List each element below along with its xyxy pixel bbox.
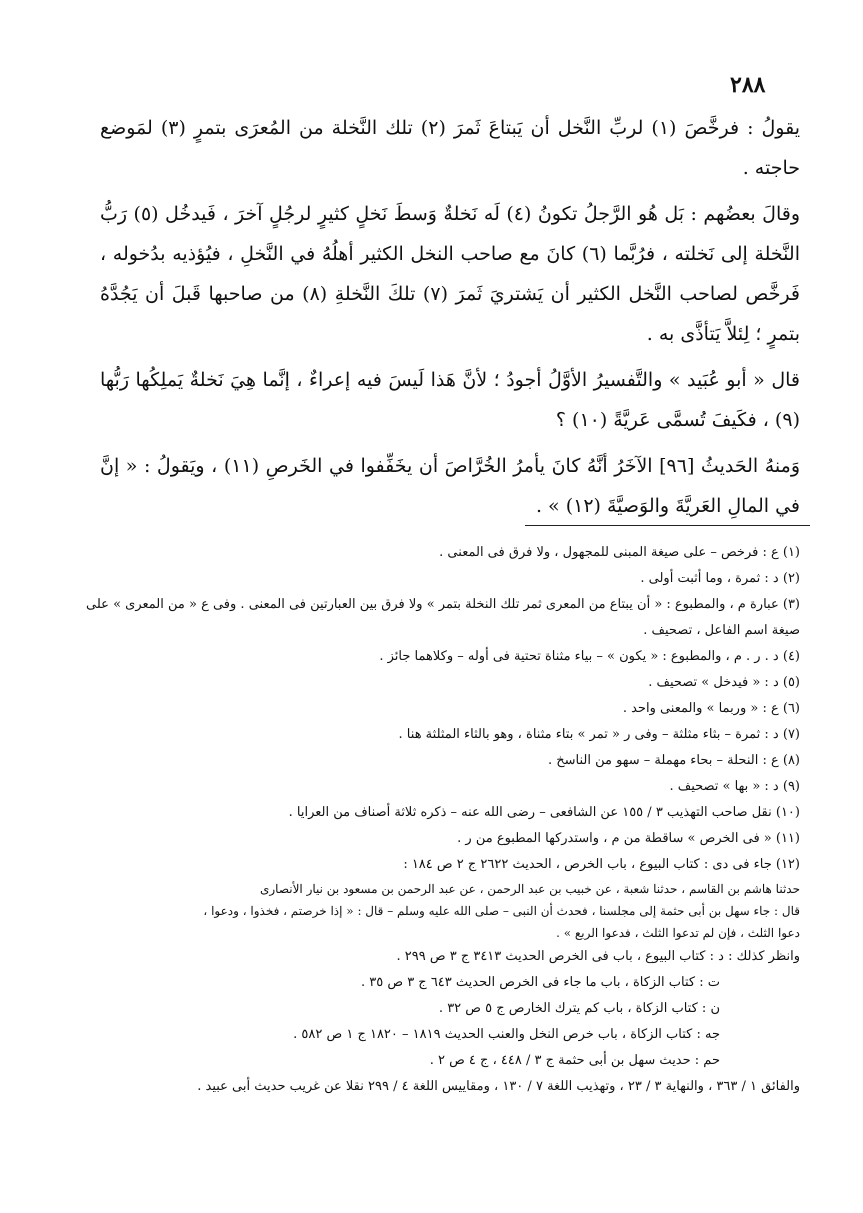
footnote: (٢) د : ثمرة ، وما أثبت أولى .: [640, 571, 800, 586]
footnote: (١٠) نقل صاحب التهذيب ٣ / ١٥٥ عن الشافعى – رضى الله عنه – ذكره ثلاثة أصناف من العرايا .: [288, 805, 800, 820]
see-also-item: جه : كتاب الزكاة ، باب خرص النخل والعنب الحديث ١٨١٩ – ١٨٢٠ ج ١ ص ٥٨٢ .: [293, 1027, 720, 1042]
footnote: (١) ع : فرخص – على صيغة المبنى للمجهول ، ولا فرق فى المعنى .: [439, 545, 800, 560]
footnote: (٤) د . ر . م ، والمطبوع : « يكون » – بياء مثناة تحتية فى أوله – وكلاهما جائز .: [379, 649, 800, 664]
see-also-intro: [80, 944, 800, 970]
page-number: ٢٨٨: [730, 72, 766, 98]
footnote: (١٢) جاء فى دى : كتاب البيوع ، باب الخرص ، الحديث ٢٦٢٢ ج ٢ ص ١٨٤ :: [403, 857, 800, 872]
footnotes: [80, 540, 800, 1100]
paragraph: قال « أبو عُبَيد » والتَّفسيرُ الأوَّلُ أجودُ ؛ لأنَّ هَذا لَيسَ فيه إعراءٌ ، إنَّما هِيَ نَخلةٌ يَملِكُها رَبُّها (٩) ، فكَيفَ تُسمَّى عَريَّةً (١٠) ؟: [100, 369, 800, 431]
paragraph: وقالَ بعضُهم : بَل هُو الرَّجلُ تكونُ (٤) لَه نَخلةٌ وَسطَ نَخلٍ كثيرٍ لرجُلٍ آخرَ ، فَيدخُل (٥) رَبُّ النَّخلة إلى نَخلته ، فرُبَّما (٦) كانَ مع صاحب النخل الكثير أهلُهُ في النَّخلِ ، فيُؤذيه بدُخوله ، فَرخَّص لصاحب النَّخل الكثير أن يَشتريَ ثَمرَ (٧) تلكَ النَّخلةِ (٨) من صاحبها قَبلَ أن يَجُدَّهُ بتمرٍ ؛ لِئلاَّ يَتأذَّى به .: [100, 203, 801, 345]
main-text: [100, 108, 800, 532]
footnote-separator: [525, 525, 810, 526]
hadith-line: حدثنا هاشم بن القاسم ، حدثنا شعبة ، عن خبيب بن عبد الرحمن ، عن عبد الرحمن بن مسعود بن نيار الأنصارى: [259, 882, 800, 896]
footnote: (٣) عبارة م ، والمطبوع : « أن يبتاع من المعرى ثمر تلك النخلة بتمر » ولا فرق بين العبارتين فى المعنى . وفى ع « من المعرى » على صيغة اسم الفاعل ، تصحيف .: [86, 597, 800, 638]
paragraph: يقولُ : فرخَّصَ (١) لربِّ النَّخل أن يَبتاعَ ثَمرَ (٢) تلك النَّخلة من المُعرَى بتمرٍ (٣) لمَوضع حاجته .: [100, 117, 801, 179]
footnote: (٩) د : « بها » تصحيف .: [669, 779, 800, 794]
hadith-line: قال : جاء سهل بن أبى حثمة إلى مجلسنا ، فحدث أن النبى – صلى الله عليه وسلم – قال : « إذا خرصتم ، فخذوا ، ودعوا ،: [203, 904, 800, 918]
footnote: (٦) ع : « وربما » والمعنى واحد .: [622, 701, 800, 716]
see-also-item: ت : كتاب الزكاة ، باب ما جاء فى الخرص الحديث ٦٤٣ ج ٣ ص ٣٥ .: [360, 975, 720, 990]
see-also-label: وانظر كذلك :: [728, 949, 800, 964]
hadith-line: دعوا الثلث ، فإن لم تدعوا الثلث ، فدعوا الربع » .: [556, 926, 800, 940]
footnote: (١١) « فى الخرص » ساقطة من م ، واستدركها المطبوع من ر .: [457, 831, 800, 846]
see-also-item: حم : حديث سهل بن أبى حثمة ج ٣ / ٤٤٨ ، ج ٤ ص ٢ .: [429, 1053, 720, 1068]
final-note: والفائق ١ / ٣٦٣ ، والنهاية ٣ / ٢٣ ، وتهذيب اللغة ٧ / ١٣٠ ، ومقاييس اللغة ٤ / ٢٩٩ نقلا عن غريب حديث أبى عبيد .: [197, 1079, 800, 1094]
see-also-item: ن : كتاب الزكاة ، باب كم يترك الخارص ج ٥ ص ٣٢ .: [438, 1001, 720, 1016]
footnote: (٨) ع : النحلة – بحاء مهملة – سهو من الناسخ .: [547, 753, 800, 768]
paragraph: وَمنهُ الحَديثُ [٩٦] الآخَرُ أنَّهُ كانَ يأمرُ الخُرَّاصَ أن يخَفِّفوا في الخَرصِ (١١) ، ويَقولُ : « إنَّ في المالِ العَريَّةَ والوَصيَّةَ (١٢) » .: [100, 455, 801, 517]
footnote: (٧) د : ثمرة – بثاء مثلثة – وفى ر « تمر » بتاء مثناة ، وهو بالثاء المثلثة هنا .: [398, 727, 800, 742]
see-also-item: د : كتاب البيوع ، باب فى الخرص الحديث ٣٤١٣ ج ٣ ص ٢٩٩ .: [396, 949, 724, 964]
footnote: (٥) د : « فيدخل » تصحيف .: [648, 675, 800, 690]
